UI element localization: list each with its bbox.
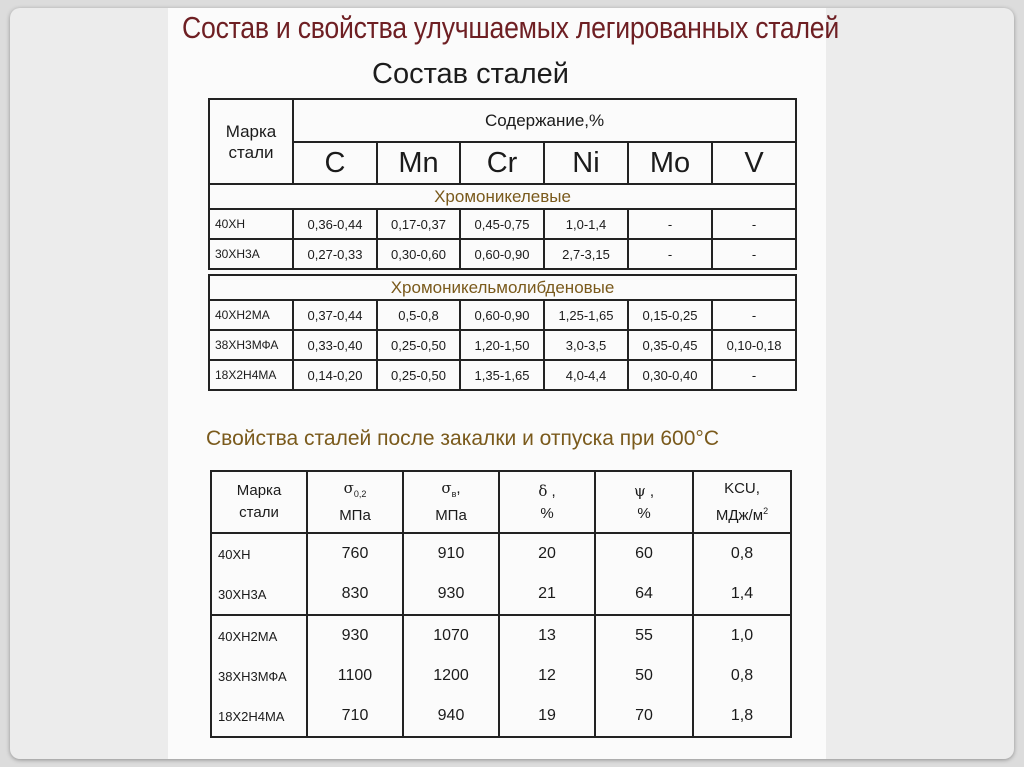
value-cell: 4,0-4,4: [544, 360, 628, 390]
element-header: V: [712, 142, 796, 184]
table-row: [209, 330, 796, 360]
unit-label: %: [540, 504, 554, 522]
unit-label: МПа: [339, 507, 371, 524]
properties-heading: Свойства сталей после закалки и отпуска при 600°С: [206, 427, 719, 450]
value-cell: 0,14-0,20: [293, 360, 377, 390]
value-cell: 0,15-0,25: [628, 300, 712, 330]
element-header: Mo: [628, 142, 712, 184]
grade-cell: 38ХН3МФА: [211, 656, 307, 696]
grade-header-line1: Марка: [225, 121, 277, 141]
value-cell: 60: [595, 533, 693, 574]
grade-cell: 38ХН3МФА: [209, 330, 293, 360]
header-suffix: ,: [547, 482, 556, 500]
value-cell: 0,33-0,40: [293, 330, 377, 360]
value-cell: 0,30-0,60: [377, 239, 460, 269]
value-cell: 0,35-0,45: [628, 330, 712, 360]
grade-cell: 40ХН2МА: [211, 615, 307, 656]
grade-cell: 30ХН3А: [211, 574, 307, 615]
group-label: Хромоникельмолибденовые: [209, 275, 796, 300]
value-cell: 1,25-1,65: [544, 300, 628, 330]
value-cell: -: [712, 300, 796, 330]
value-cell: 1200: [403, 656, 499, 696]
value-cell: 0,8: [693, 656, 791, 696]
value-cell: 55: [595, 615, 693, 656]
value-cell: 1,8: [693, 696, 791, 737]
value-cell: 930: [307, 615, 403, 656]
delta-symbol: δ: [538, 481, 548, 500]
value-cell: 0,5-0,8: [377, 300, 460, 330]
value-cell: 830: [307, 574, 403, 615]
elongation-header: [499, 471, 595, 533]
header-suffix: ,: [645, 482, 655, 500]
table-row: [209, 209, 796, 239]
grade-cell: 18Х2Н4МА: [209, 360, 293, 390]
table-row: [209, 300, 796, 330]
value-cell: 1100: [307, 656, 403, 696]
reduction-header: [595, 471, 693, 533]
grade-cell: 30ХН3А: [209, 239, 293, 269]
grade-header: [209, 99, 293, 184]
value-cell: -: [628, 209, 712, 239]
subscript: в: [451, 489, 457, 499]
value-cell: 1,20-1,50: [460, 330, 544, 360]
grade-header-line2: стали: [239, 504, 279, 521]
element-header: C: [293, 142, 377, 184]
header-suffix: ,: [456, 480, 461, 497]
unit-label: МДж/м: [715, 506, 764, 524]
element-header: Ni: [544, 142, 628, 184]
value-cell: 64: [595, 574, 693, 615]
grade-cell: 40ХН2МА: [209, 300, 293, 330]
value-cell: -: [712, 239, 796, 269]
value-cell: 930: [403, 574, 499, 615]
value-cell: -: [712, 360, 796, 390]
sigma-symbol: σ: [441, 479, 452, 497]
value-cell: 0,27-0,33: [293, 239, 377, 269]
table-row: [211, 615, 791, 656]
value-cell: 0,25-0,50: [377, 330, 460, 360]
table-row: [209, 239, 796, 269]
value-cell: 0,17-0,37: [377, 209, 460, 239]
value-cell: 940: [403, 696, 499, 737]
group-label: Хромоникелевые: [209, 184, 796, 209]
kcu-label: KCU,: [724, 479, 760, 497]
content-header: Содержание,%: [293, 99, 796, 142]
value-cell: 1,4: [693, 574, 791, 615]
value-cell: -: [628, 239, 712, 269]
value-cell: 70: [595, 696, 693, 737]
unit-label: МПа: [435, 507, 467, 524]
value-cell: 0,8: [693, 533, 791, 574]
value-cell: 50: [595, 656, 693, 696]
grade-header-line2: стали: [228, 142, 274, 162]
page-title: Состав и свойства улучшаемых легированных сталей: [182, 10, 840, 45]
value-cell: 21: [499, 574, 595, 615]
value-cell: 19: [499, 696, 595, 737]
psi-symbol: ψ: [633, 481, 646, 500]
table-row: [211, 656, 791, 696]
unit-label: %: [637, 504, 651, 522]
value-cell: 0,60-0,90: [460, 239, 544, 269]
subscript: 0,2: [353, 489, 367, 499]
composition-heading: Состав сталей: [372, 58, 569, 90]
element-header: Mn: [377, 142, 460, 184]
impact-header: [693, 471, 791, 533]
value-cell: 1,0: [693, 615, 791, 656]
value-cell: 1,0-1,4: [544, 209, 628, 239]
value-cell: 1,35-1,65: [460, 360, 544, 390]
sigma-symbol: σ: [343, 479, 354, 497]
grade-header-line1: Марка: [236, 482, 282, 499]
value-cell: 760: [307, 533, 403, 574]
superscript: 2: [763, 505, 769, 516]
table-row: [209, 360, 796, 390]
grade-cell: 40ХН: [211, 533, 307, 574]
composition-table: [208, 98, 797, 391]
value-cell: 2,7-3,15: [544, 239, 628, 269]
yield-strength-header: [307, 471, 403, 533]
grade-header: [211, 471, 307, 533]
table-row: [211, 533, 791, 574]
table-row: [211, 574, 791, 615]
grade-cell: 40ХН: [209, 209, 293, 239]
grade-cell: 18Х2Н4МА: [211, 696, 307, 737]
value-cell: 3,0-3,5: [544, 330, 628, 360]
value-cell: 1070: [403, 615, 499, 656]
value-cell: 12: [499, 656, 595, 696]
value-cell: 0,37-0,44: [293, 300, 377, 330]
value-cell: 0,25-0,50: [377, 360, 460, 390]
tensile-strength-header: [403, 471, 499, 533]
value-cell: 0,60-0,90: [460, 300, 544, 330]
value-cell: 13: [499, 615, 595, 656]
value-cell: 910: [403, 533, 499, 574]
element-header: Cr: [460, 142, 544, 184]
properties-table: [210, 470, 792, 738]
value-cell: 0,30-0,40: [628, 360, 712, 390]
value-cell: 710: [307, 696, 403, 737]
value-cell: 0,10-0,18: [712, 330, 796, 360]
value-cell: 0,45-0,75: [460, 209, 544, 239]
value-cell: -: [712, 209, 796, 239]
value-cell: 20: [499, 533, 595, 574]
value-cell: 0,36-0,44: [293, 209, 377, 239]
table-row: [211, 696, 791, 737]
